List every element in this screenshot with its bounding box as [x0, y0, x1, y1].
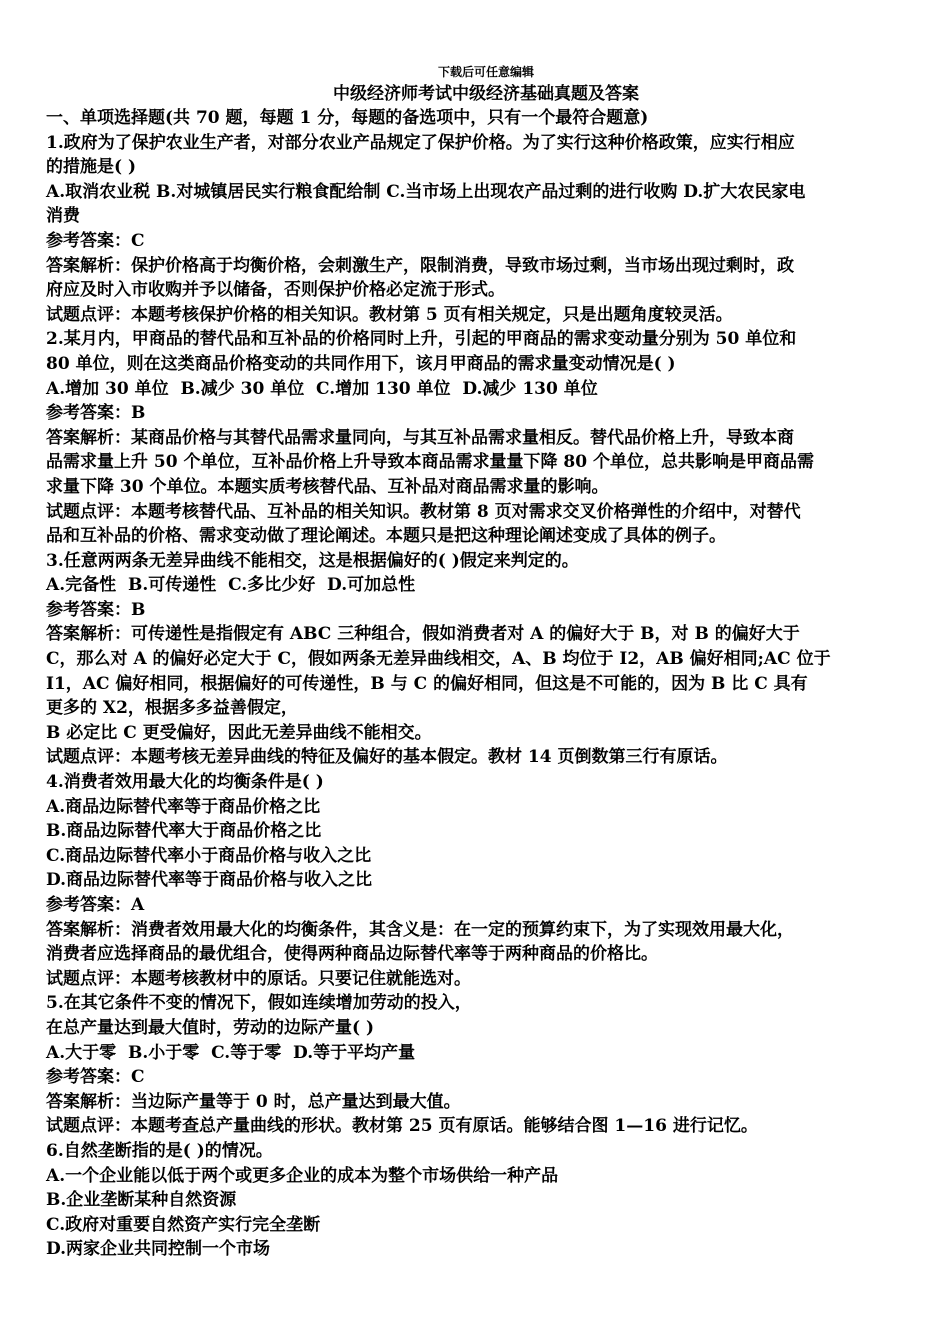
text-line: 试题点评：本题考核无差异曲线的特征及偏好的基本假定。教材 14 页倒数第三行有原话。 [46, 747, 728, 768]
text-line: 80 单位，则在这类商品价格变动的共同作用下，该月甲商品的需求量变动情况是( ) [46, 353, 676, 374]
page-title: 中级经济师考试中级经济基础真题及答案 [333, 84, 639, 104]
text-line: 一、单项选择题(共 70 题，每题 1 分，每题的备选项中，只有一个最符合题意) [46, 108, 649, 128]
text-line: 的措施是( ) [46, 157, 137, 178]
text-line: 6.自然垄断指的是( )的情况。 [46, 1140, 273, 1161]
text-line: 参考答案：C [46, 230, 145, 251]
text-line: 参考答案：B [46, 599, 146, 620]
text-line: 参考答案：C [46, 1067, 145, 1088]
text-line: 试题点评：本题考核教材中的原话。只要记住就能选对。 [46, 968, 471, 989]
text-line: 府应及时入市收购并予以储备，否则保护价格必定流于形式。 [46, 280, 505, 301]
text-line: 消费者应选择商品的最优组合，使得两种商品边际替代率等于两种商品的价格比。 [46, 944, 658, 965]
text-line: A.大于零 B.小于零 C.等于零 D.等于平均产量 [46, 1042, 416, 1063]
document-page [46, 62, 906, 1262]
text-line: A.增加 30 单位 B.减少 30 单位 C.增加 130 单位 D.减少 130 单位 [46, 378, 598, 399]
text-line: 在总产量达到最大值时，劳动的边际产量( ) [46, 1017, 375, 1038]
text-line: 品需求量上升 50 个单位，互补品价格上升导致本商品需求量量下降 80 个单位，总共影响是甲商品需 [46, 452, 814, 473]
text-line: 答案解析：保护价格高于均衡价格，会刺激生产，限制消费，导致市场过剩，当市场出现过剩时，政 [46, 255, 794, 276]
text-line: I1，AC 偏好相同，根据偏好的可传递性，B 与 C 的偏好相同，但这是不可能的，因为 B 比 C 具有 [46, 673, 808, 694]
text-line: A.完备性 B.可传递性 C.多比少好 D.可加总性 [46, 575, 416, 596]
header-note: 下载后可任意编辑 [437, 65, 534, 79]
text-line: 答案解析：可传递性是指假定有 ABC 三种组合，假如消费者对 A 的偏好大于 B，对 B 的偏好大于 [46, 624, 800, 645]
text-line: 答案解析：当边际产量等于 0 时，总产量达到最大值。 [46, 1091, 461, 1112]
text-line: 品和互补品的价格、需求变动做了理论阐述。本题只是把这种理论阐述变成了具体的例子。 [46, 526, 726, 547]
text-line: 试题点评：本题考核替代品、互补品的相关知识。教材第 8 页对需求交叉价格弹性的介绍中，对替代 [46, 501, 801, 522]
text-line: 试题点评：本题考核保护价格的相关知识。教材第 5 页有相关规定，只是出题角度较灵活。 [46, 304, 733, 325]
text-line: C，那么对 A 的偏好必定大于 C，假如两条无差异曲线相交，A、B 均位于 I2，AB 偏好相同;AC 位于 [46, 649, 831, 670]
text-line: C.商品边际替代率小于商品价格与收入之比 [46, 845, 372, 866]
text-line: D.两家企业共同控制一个市场 [46, 1239, 271, 1260]
text-line: 5.在其它条件不变的情况下，假如连续增加劳动的投入， [46, 993, 472, 1014]
text-line: A.商品边际替代率等于商品价格之比 [46, 796, 321, 817]
text-line: A.一个企业能以低于两个或更多企业的成本为整个市场供给一种产品 [46, 1165, 559, 1186]
text-line: 4.消费者效用最大化的均衡条件是( ) [46, 772, 324, 793]
text-line: 参考答案：B [46, 403, 146, 424]
text-line: 3.任意两两条无差异曲线不能相交，这是根据偏好的( )假定来判定的。 [46, 550, 579, 571]
text-line: 更多的 X2，根据多多益善假定， [46, 698, 298, 719]
text-line: 求量下降 30 个单位。本题实质考核替代品、互补品对商品需求量的影响。 [46, 476, 609, 497]
text-line: D.商品边际替代率等于商品价格与收入之比 [46, 870, 373, 891]
text-line: 答案解析：消费者效用最大化的均衡条件，其含义是：在一定的预算约束下，为了实现效用最大化， [46, 919, 794, 940]
text-line: 2.某月内，甲商品的替代品和互补品的价格同时上升，引起的甲商品的需求变动量分别为 50 单位和 [46, 329, 797, 350]
text-line: 参考答案：A [46, 895, 145, 915]
text-line: C.政府对重要自然资产实行完全垄断 [46, 1214, 321, 1235]
text-line: 试题点评：本题考查总产量曲线的形状。教材第 25 页有原话。能够结合图 1—16 进行记忆。 [46, 1116, 758, 1137]
text-line: 消费 [46, 206, 80, 227]
text-line: 答案解析：某商品价格与其替代品需求量同向，与其互补品需求量相反。替代品价格上升，导致本商 [46, 427, 794, 448]
document-body [46, 106, 906, 1262]
text-line: B.企业垄断某种自然资源 [46, 1190, 237, 1211]
text-line: 1.政府为了保护农业生产者，对部分农业产品规定了保护价格。为了实行这种价格政策，应实行相应 [46, 132, 795, 153]
text-line: B.商品边际替代率大于商品价格之比 [46, 821, 322, 842]
text-line: A.取消农业税 B.对城镇居民实行粮食配给制 C.当市场上出现农产品过剩的进行收购 D.扩大农民家电 [46, 181, 806, 202]
text-line: B 必定比 C 更受偏好，因此无差异曲线不能相交。 [46, 722, 432, 743]
